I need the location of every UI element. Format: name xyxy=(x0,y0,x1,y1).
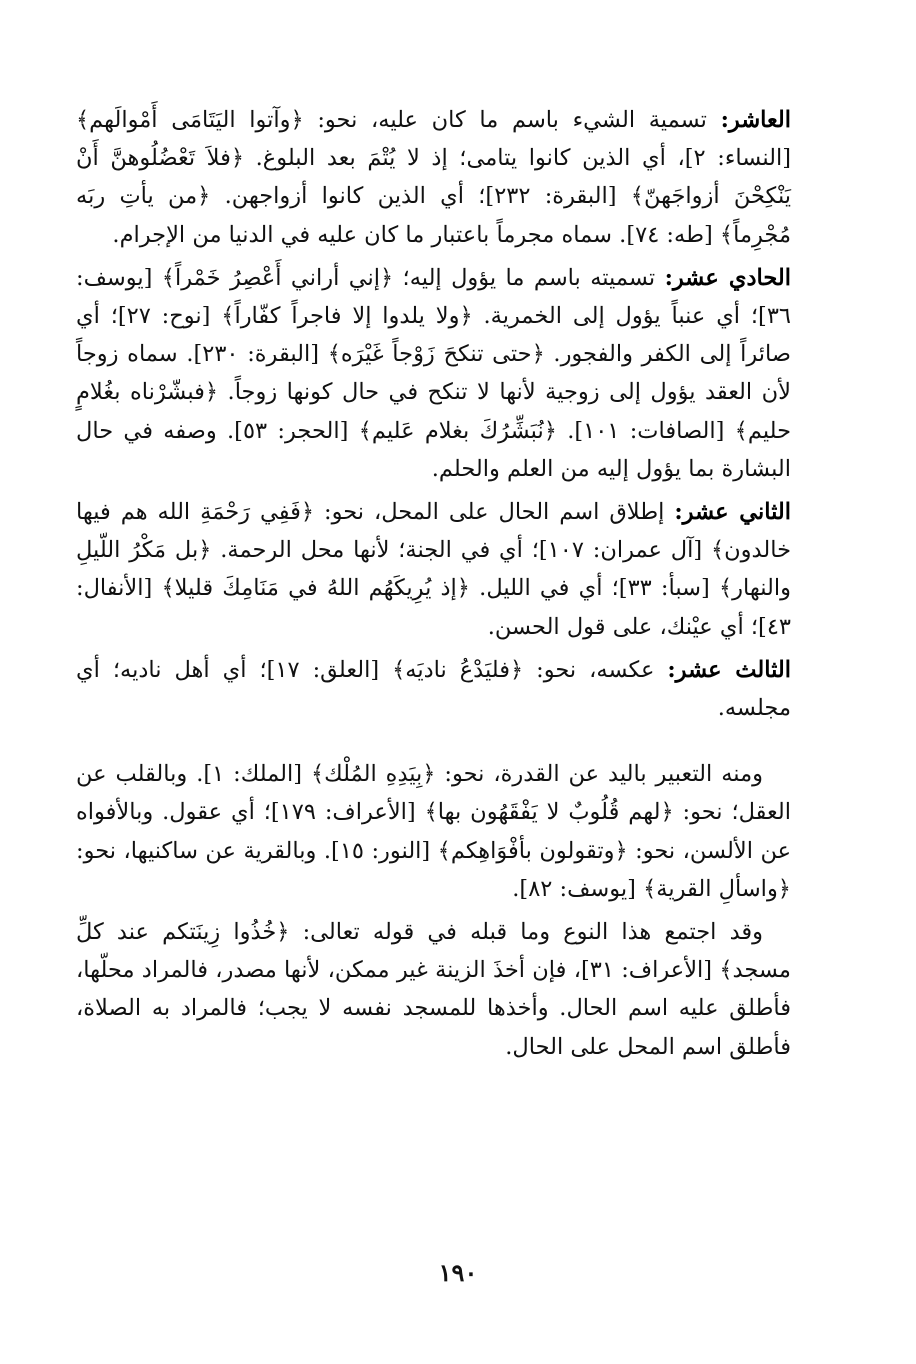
page-number: ١٩٠ xyxy=(438,1258,478,1287)
paragraph-text: عكسه، نحو: ﴿فليَدْعُ ناديَه﴾ [العلق: ١٧]؛ أي أهل ناديه؛ أي مجلسه. xyxy=(76,656,791,722)
paragraph-eleventh xyxy=(76,259,791,488)
paragraph-combined-example xyxy=(76,913,791,1066)
paragraph-text: إطلاق اسم الحال على المحل، نحو: ﴿فَفِي رَحْمَةِ الله هم فيها خالدون﴾ [آل عمران: ١٠٧]؛ أي في الجنة؛ لأنها محل الرحمة. ﴿بل مَكْرُ اللّيلِ والنهار﴾ [سبأ: ٣٣]؛ أي في الليل. ﴿إذ يُرِيكَهُم اللهُ في مَنَامِكَ قليلا﴾ [الأنفال: ٤٣]؛ أي عيْنك، على قول الحسن. xyxy=(76,499,791,640)
paragraph-twelfth xyxy=(76,493,791,646)
paragraph-heading: الثالث عشر: xyxy=(667,656,791,683)
paragraph-text: تسميته باسم ما يؤول إليه؛ ﴿إني أراني أَعْصِرُ خَمْراً﴾ [يوسف: ٣٦]؛ أي عنباً يؤول إلى الخمرية. ﴿ولا يلدوا إلا فاجراً كفّاراً﴾ [نوح: ٢٧]؛ أي صائراً إلى الكفر والفجور. ﴿حتى تنكحَ زَوْجاً غَيْرَه﴾ [البقرة: ٢٣٠]. سماه زوجاً لأن العقد يؤول إلى زوجية لأنها لا تنكح في حال كونها زوجاً. ﴿فبشّرْناه بغُلامٍ حليم﴾ [الصافات: ١٠١]. ﴿نُبَشِّرُكَ بغلام عَليم﴾ [الحجر: ٥٣]. وصفه في حال البشارة بما يؤول إليه من العلم والحلم. xyxy=(76,264,792,482)
paragraph-heading: الثاني عشر: xyxy=(674,499,791,526)
paragraph-tenth xyxy=(76,101,791,254)
paragraph-text: ومنه التعبير باليد عن القدرة، نحو: ﴿بِيَدِهِ المُلْك﴾ [الملك: ١]. وبالقلب عن العقل؛ نحو: ﴿لهم قُلُوبٌ لا يَفْقَهُون بها﴾ [الأعراف: ١٧٩]؛ أي عقول. وبالأفواه عن الألسن، نحو: ﴿وتقولون بأفْوَاهِكم﴾ [النور: ١٥]. وبالقرية عن ساكنيها، نحو: ﴿واسألِ القرية﴾ [يوسف: ٨٢]. xyxy=(76,761,792,902)
paragraph-text: وقد اجتمع هذا النوع وما قبله في قوله تعالى: ﴿خُذُوا زِينَتكم عند كلِّ مسجد﴾ [الأعراف: ٣١]، فإن أخذَ الزينة غير ممكن، لأنها مصدر، فالمراد محلّها، فأطلق عليه اسم الحال. وأخذها للمسجد نفسه لا يجب؛ فالمراد به الصلاة، فأطلق اسم المحل على الحال. xyxy=(76,919,791,1060)
paragraph-heading: العاشر: xyxy=(720,107,791,133)
paragraph-heading: الحادي عشر: xyxy=(664,264,791,291)
paragraph-hand-heart-mouth-village xyxy=(76,755,791,908)
paragraph-thirteenth xyxy=(76,651,791,727)
paragraph-text: تسمية الشيء باسم ما كان عليه، نحو: ﴿وآتوا اليَتَامَى أَمْوالَهم﴾ [النساء: ٢]، أي الذين كانوا يتامى؛ إذ لا يُتْمَ بعد البلوغ. ﴿فلاَ تَعْضُلُوهنَّ أَنْ يَنْكِحْنَ أزواجَهنّ﴾ [البقرة: ٢٣٢]؛ أي الذين كانوا أزواجهن. ﴿من يأتِ ربَه مُجْرِماً﴾ [طه: ٧٤]. سماه مجرماً باعتبار ما كان عليه في الدنيا من الإجرام. xyxy=(76,107,792,248)
page-body-text xyxy=(76,101,791,1066)
